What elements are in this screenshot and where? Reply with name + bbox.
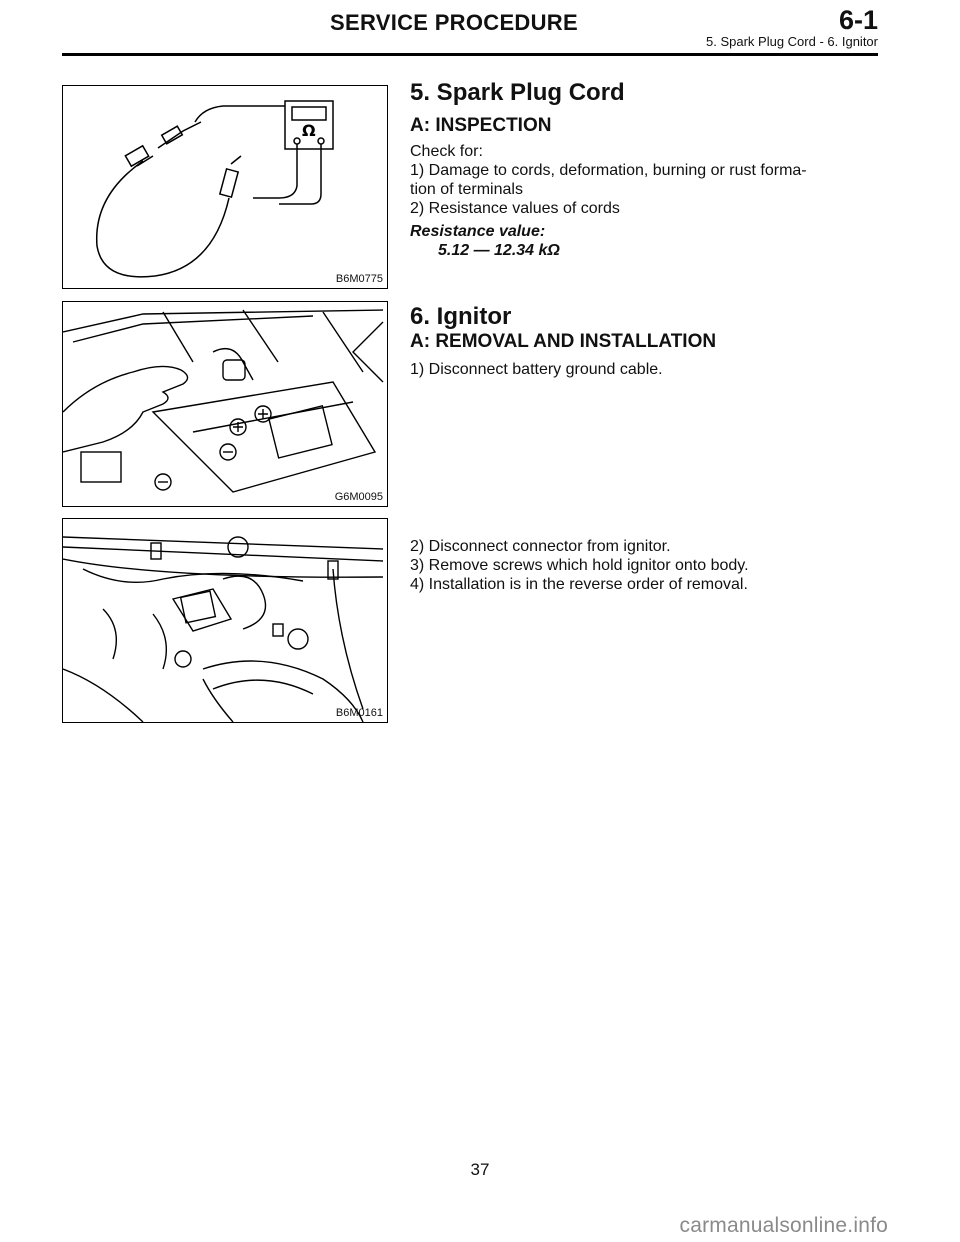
resistance-label: Resistance value: bbox=[410, 223, 546, 240]
section-number: 6-1 bbox=[838, 5, 878, 35]
footer-watermark-url[interactable]: carmanualsonline.info bbox=[679, 1214, 888, 1237]
step-line: 2) Resistance values of cords bbox=[410, 200, 620, 217]
step-line: 2) Disconnect connector from ignitor. bbox=[410, 538, 671, 555]
resistance-value: 5.12 — 12.34 kΩ bbox=[438, 242, 560, 259]
figure-label: B6M0775 bbox=[335, 273, 383, 285]
step-line: 4) Installation is in the reverse order of removal. bbox=[410, 576, 748, 593]
ignitor-step-1: 1) Disconnect battery ground cable. bbox=[410, 361, 663, 378]
ignitor-steps bbox=[410, 537, 880, 594]
battery-illustration bbox=[63, 302, 387, 506]
step-line: tion of terminals bbox=[410, 181, 523, 198]
header-rule bbox=[62, 53, 878, 56]
figure-ignitor bbox=[62, 518, 388, 723]
header-subtitle: 5. Spark Plug Cord - 6. Ignitor bbox=[706, 34, 878, 49]
check-for-intro: Check for: bbox=[410, 143, 483, 160]
figure-label: G6M0095 bbox=[334, 491, 383, 503]
header-title: SERVICE PROCEDURE bbox=[330, 10, 578, 35]
step-line: 3) Remove screws which hold ignitor onto body. bbox=[410, 557, 749, 574]
section-title-ignitor: 6. Ignitor bbox=[410, 303, 512, 330]
figure-battery bbox=[62, 301, 388, 507]
page-number: 37 bbox=[470, 1160, 490, 1179]
figure-label: B6M0161 bbox=[335, 707, 383, 719]
ohm-symbol: Ω bbox=[302, 121, 316, 140]
section-title-spark-plug-cord: 5. Spark Plug Cord bbox=[410, 79, 625, 106]
figure-ohmmeter bbox=[62, 85, 388, 289]
subsection-removal-installation: A: REMOVAL AND INSTALLATION bbox=[410, 331, 717, 352]
step-line: 1) Damage to cords, deformation, burning or rust forma- bbox=[410, 162, 807, 179]
subsection-inspection: A: INSPECTION bbox=[410, 115, 552, 136]
ignitor-illustration bbox=[63, 519, 387, 722]
inspection-body bbox=[410, 142, 880, 260]
ohmmeter-illustration bbox=[63, 86, 387, 288]
